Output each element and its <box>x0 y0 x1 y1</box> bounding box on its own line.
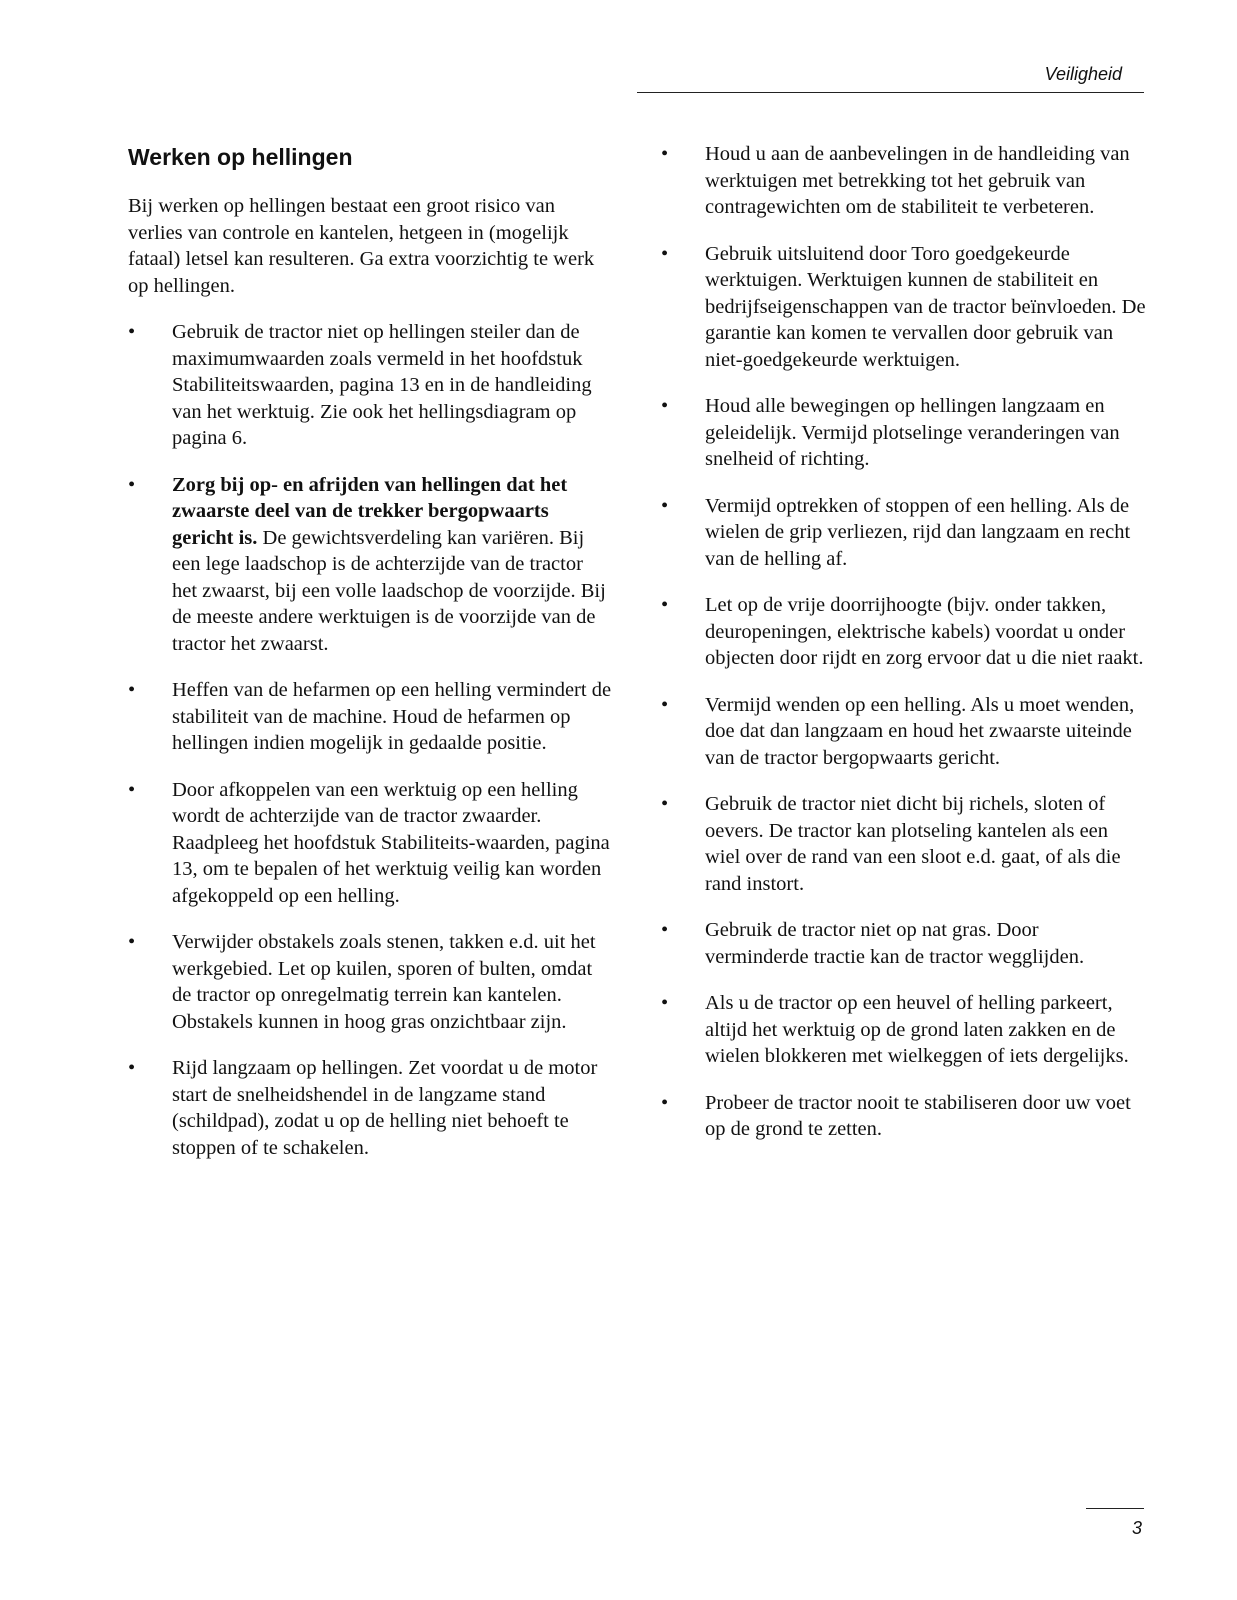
list-item <box>661 141 1146 221</box>
bullet-icon: • <box>661 143 669 165</box>
right-bullet-list <box>661 141 1146 1143</box>
list-item-bold-text: Zorg bij op- en afrijden van hellingen dat het zwaarste deel van de trekker bergopwaarts gericht is. <box>172 473 568 549</box>
list-item-text: Door afkoppelen van een werktuig op een helling wordt de achterzijde van de tractor zwaarder. Raadpleeg het hoofdstuk Stabiliteits-waarden, pagina 13, om te bepalen of het werktuig veilig kan worden afgekoppeld op een helling. <box>172 778 610 907</box>
bullet-icon: • <box>661 594 669 616</box>
list-item <box>128 929 613 1035</box>
list-item-text: De gewichtsverdeling kan variëren. Bij een lege laadschop is de achterzijde van de tractor het zwaarst, bij een volle laadschop de voorzijde. Bij de meeste andere werktuigen is de voorzijde van de tractor het zwaarst. <box>172 526 606 655</box>
running-header: Veiligheid <box>1044 64 1122 84</box>
list-item-text: Vermijd wenden op een helling. Als u moet wenden, doe dat dan langzaam en houd het zwaarste uiteinde van de tractor bergopwaarts gericht. <box>705 693 1135 769</box>
list-item-text: Houd alle bewegingen op hellingen langzaam en geleidelijk. Vermijd plotselinge veranderingen van snelheid of richting. <box>705 395 1120 470</box>
list-item-text: Vermijd optrekken of stoppen of een helling. Als de wielen de grip verliezen, rijd dan langzaam en recht van de helling af. <box>705 494 1131 570</box>
list-item <box>128 677 613 757</box>
list-item <box>661 791 1146 897</box>
page-number: 3 <box>1131 1518 1142 1538</box>
list-item <box>128 472 613 658</box>
bullet-icon: • <box>128 931 136 953</box>
header-rule <box>637 92 1144 93</box>
list-item <box>661 592 1146 672</box>
list-item <box>661 692 1146 772</box>
list-item <box>661 990 1146 1070</box>
intro-paragraph: Bij werken op hellingen bestaat een groot risico van verlies van controle en kantelen, hetgeen in (mogelijk fataal) letsel kan resulteren. Ga extra voorzichtig te werk op hellingen. <box>128 195 595 297</box>
bullet-icon: • <box>661 992 669 1014</box>
list-item-text: Probeer de tractor nooit te stabiliseren door uw voet op de grond te zetten. <box>705 1091 1131 1140</box>
list-item-text: Heffen van de hefarmen op een helling vermindert de stabiliteit van de machine. Houd de hefarmen op hellingen indien mogelijk in gedaalde positie. <box>172 679 612 754</box>
bullet-icon: • <box>128 778 136 801</box>
list-item <box>661 1090 1146 1143</box>
list-item-text: Gebruik de tractor niet op hellingen steiler dan de maximumwaarden zoals vermeld in het hoofdstuk Stabiliteitswaarden, pagina 13 en in de handleiding van het werktuig. Zie ook het hellingsdiagram op pagina 6. <box>172 321 592 449</box>
list-item <box>128 777 613 910</box>
list-item <box>661 393 1146 473</box>
list-item-text: Als u de tractor op een heuvel of helling parkeert, altijd het werktuig op de grond laten zakken en de wielen blokkeren met wielkeggen of iets dergelijks. <box>705 992 1129 1067</box>
list-item <box>661 493 1146 573</box>
list-item <box>128 319 613 452</box>
list-item-text: Rijd langzaam op hellingen. Zet voordat u de motor start de snelheidshendel in de langzame stand (schildpad), zodat u op de helling niet behoeft te stoppen of te schakelen. <box>172 1057 598 1159</box>
bullet-icon: • <box>661 793 669 815</box>
bullet-icon: • <box>661 919 669 941</box>
bullet-icon: • <box>661 494 669 517</box>
list-item <box>661 917 1146 970</box>
section-title: Werken op hellingen <box>128 144 353 170</box>
bullet-icon: • <box>128 1057 136 1079</box>
left-column <box>128 141 613 1181</box>
right-column <box>661 141 1146 1163</box>
left-bullet-list <box>128 319 613 1161</box>
list-item <box>128 1055 613 1161</box>
bullet-icon: • <box>128 679 136 701</box>
bullet-icon: • <box>661 693 669 716</box>
list-item-text: Verwijder obstakels zoals stenen, takken e.d. uit het werkgebied. Let op kuilen, sporen of bulten, omdat de tractor op onregelmatig terrein kan kantelen. Obstakels kunnen in hoog gras onzichtbaar zijn. <box>172 931 596 1033</box>
bullet-icon: • <box>128 473 136 496</box>
bullet-icon: • <box>661 395 669 417</box>
bullet-icon: • <box>128 321 136 343</box>
bullet-icon: • <box>661 242 669 265</box>
list-item <box>661 241 1146 374</box>
list-item-text: Gebruik de tractor niet dicht bij richels, sloten of oevers. De tractor kan plotseling kantelen als een wiel over de rand van een sloot e.d. gaat, of als die rand instort. <box>705 793 1121 895</box>
list-item-text: Let op de vrije doorrijhoogte (bijv. onder takken, deuropeningen, elektrische kabels) voordat u onder objecten door rijdt en zorg ervoor dat u die niet raakt. <box>705 594 1144 669</box>
list-item-text: Gebruik uitsluitend door Toro goedgekeurde werktuigen. Werktuigen kunnen de stabiliteit en bedrijfseigenschappen van de tractor beïnvloeden. De garantie kan komen te vervallen door gebruik van niet-goedgekeurde werktuigen. <box>705 242 1146 371</box>
list-item-text: Gebruik de tractor niet op nat gras. Door verminderde tractie kan de tractor wegglijden. <box>705 919 1085 968</box>
bullet-icon: • <box>661 1091 669 1114</box>
footer-rule <box>1086 1508 1144 1509</box>
list-item-text: Houd u aan de aanbevelingen in de handleiding van werktuigen met betrekking tot het gebruik van contragewichten om de stabiliteit te verbeteren. <box>705 143 1130 218</box>
